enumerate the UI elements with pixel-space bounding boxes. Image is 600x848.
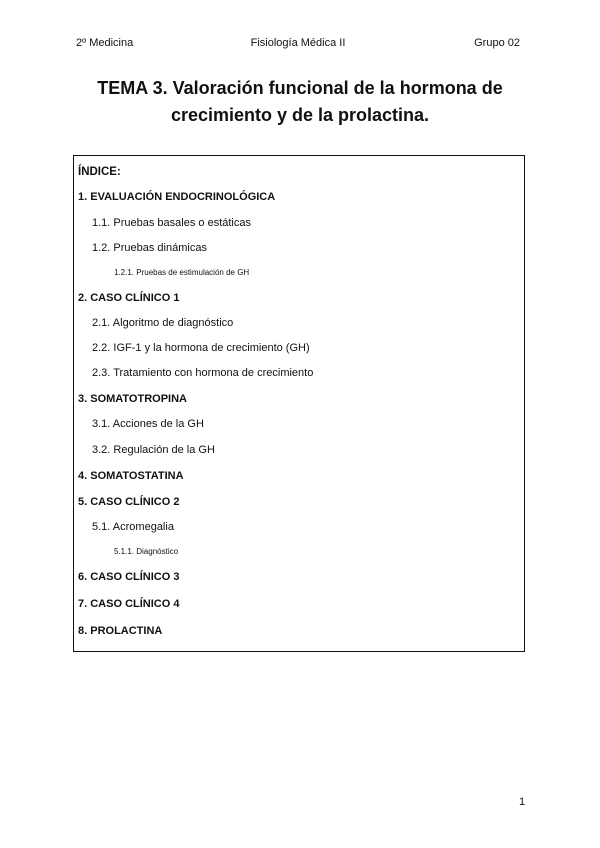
toc-entry-2-3[interactable]: 2.3. Tratamiento con hormona de crecimiento <box>92 367 314 379</box>
toc-entry-3-1[interactable]: 3.1. Acciones de la GH <box>92 418 204 430</box>
toc-entry-4[interactable]: 4. SOMATOSTATINA <box>78 470 184 482</box>
toc-entry-1-2[interactable]: 1.2. Pruebas dinámicas <box>92 242 207 254</box>
toc-entry-2-1[interactable]: 2.1. Algoritmo de diagnóstico <box>92 317 234 329</box>
title-line-2: crecimiento y de la prolactina. <box>170 105 430 125</box>
title-line-1: TEMA 3. Valoración funcional de la hormona de <box>97 78 503 98</box>
toc-entry-2-2[interactable]: 2.2. IGF-1 y la hormona de crecimiento (GH) <box>92 342 310 354</box>
toc-entry-5-1-1[interactable]: 5.1.1. Diagnóstico <box>114 547 179 556</box>
header-group: Grupo 02 <box>474 37 520 49</box>
toc-entry-1-1[interactable]: 1.1. Pruebas basales o estáticas <box>92 217 251 229</box>
toc-entry-2[interactable]: 2. CASO CLÍNICO 1 <box>78 292 180 304</box>
toc-entry-3[interactable]: 3. SOMATOTROPINA <box>78 393 187 405</box>
toc-entry-5-1[interactable]: 5.1. Acromegalia <box>92 521 174 533</box>
header-course: 2º Medicina <box>76 37 134 49</box>
page-number: 1 <box>519 796 526 808</box>
page-header <box>76 37 520 53</box>
toc-entry-1[interactable]: 1. EVALUACIÓN ENDOCRINOLÓGICA <box>78 191 276 203</box>
toc-entry-3-2[interactable]: 3.2. Regulación de la GH <box>92 444 215 456</box>
table-of-contents <box>73 155 525 652</box>
toc-entry-6[interactable]: 6. CASO CLÍNICO 3 <box>78 571 180 583</box>
toc-entry-7[interactable]: 7. CASO CLÍNICO 4 <box>78 598 180 610</box>
toc-entry-8[interactable]: 8. PROLACTINA <box>78 625 163 637</box>
document-title <box>60 75 540 129</box>
toc-entry-1-2-1[interactable]: 1.2.1. Pruebas de estimulación de GH <box>114 268 250 277</box>
toc-heading: ÍNDICE: <box>78 166 121 178</box>
header-subject: Fisiología Médica II <box>250 37 346 49</box>
toc-entry-5[interactable]: 5. CASO CLÍNICO 2 <box>78 496 180 508</box>
